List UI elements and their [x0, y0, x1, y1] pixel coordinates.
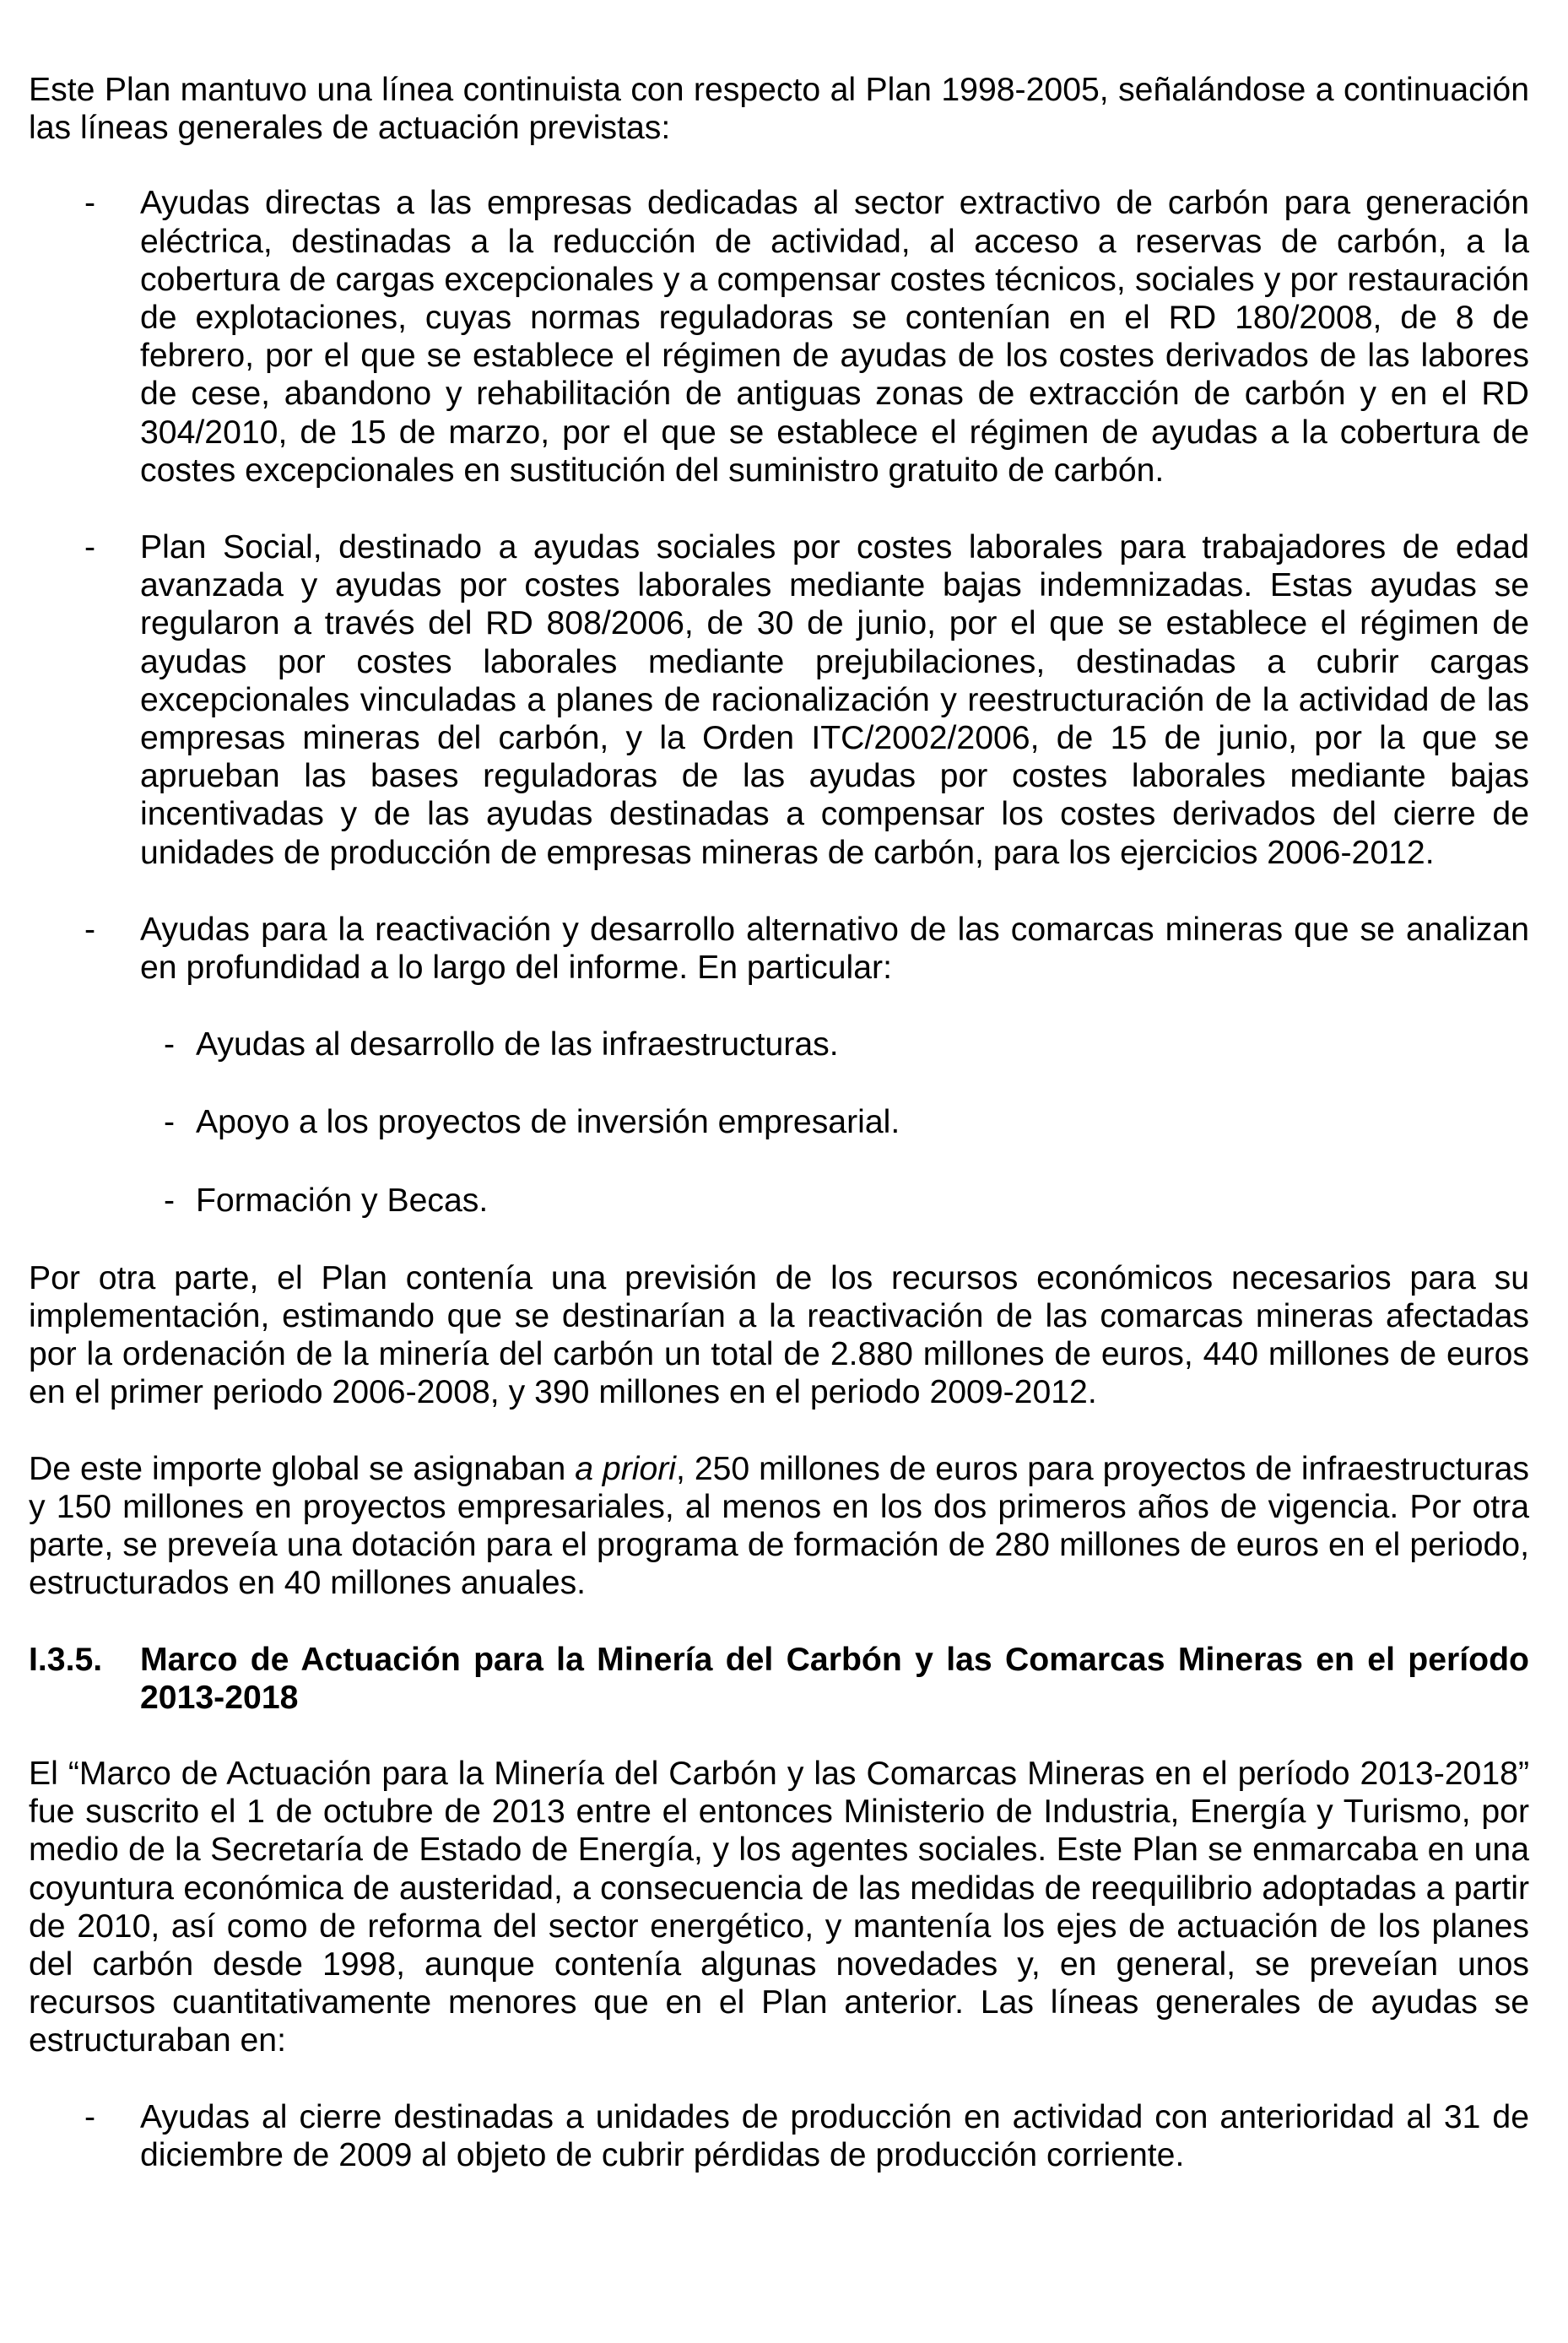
list-item-text: Plan Social, destinado a ayudas sociales por costes laborales para trabajadores de edad avanzada y ayudas por costes laborales mediante bajas indemnizadas. Estas ayudas se regularon a través del RD 808/2006, de 30 de junio, por el que se establece el régimen de ayudas por costes laborales mediante prejubilaciones, destinadas a cubrir cargas excepcionales vinculadas a planes de racionalización y reestructuración de la actividad de las empresas mineras del carbón, y la Orden ITC/2002/2006, de 15 de junio, por la que se aprueban las bases reguladoras de las ayudas por costes laborales mediante bajas incentivadas y de las ayudas destinadas a compensar los costes derivados del cierre de unidades de producción de empresas mineras de carbón, para los ejercicios 2006-2012.	[140, 529, 1529, 871]
sub-list-item	[140, 1025, 1529, 1063]
list-item	[29, 911, 1529, 987]
marco-paragraph: El “Marco de Actuación para la Minería del Carbón y las Comarcas Mineras en el período 2013-2018” fue suscrito el 1 de octubre de 2013 entre el entonces Ministerio de Industria, Energía y Turismo, por medio de la Secretaría de Estado de Energía, y los agentes sociales. Este Plan se enmarcaba en una coyuntura económica de austeridad, a consecuencia de las medidas de reequilibrio adoptadas a partir de 2010, así como de reforma del sector energético, y mantenía los ejes de actuación de los planes del carbón desde 1998, aunque contenía algunas novedades y, en general, se preveían unos recursos cuantitativamente menores que en el Plan anterior. Las líneas generales de ayudas se estructuraban en:	[29, 1755, 1529, 2059]
intro-paragraph: Este Plan mantuvo una línea continuista con respecto al Plan 1998-2005, señalándose a continuación las líneas generales de actuación previstas:	[29, 72, 1529, 147]
list-item	[29, 2098, 1529, 2174]
section-heading	[29, 1641, 1529, 1717]
list-dash: -	[84, 2098, 96, 2135]
sub-list-item-text: Apoyo a los proyectos de inversión empresarial.	[196, 1104, 900, 1141]
importe-paragraph	[29, 1450, 1529, 1603]
sub-list-item	[140, 1182, 1529, 1220]
list-item-text: Ayudas directas a las empresas dedicadas al sector extractivo de carbón para generación eléctrica, destinadas a la reducción de actividad, al acceso a reservas de carbón, a la cobertura de cargas excepcionales y a compensar costes técnicos, sociales y por restauración de explotaciones, cuyas normas reguladoras se contenían en el RD 180/2008, de 8 de febrero, por el que se establece el régimen de ayudas de los costes derivados de las labores de cese, abandono y rehabilitación de antiguas zonas de extracción de carbón y en el RD 304/2010, de 15 de marzo, por el que se establece el régimen de ayudas a la cobertura de costes excepcionales en sustitución del suministro gratuito de carbón.	[140, 185, 1529, 489]
list-item	[29, 528, 1529, 872]
sub-list-item-text: Ayudas al desarrollo de las infraestructuras.	[196, 1026, 839, 1063]
list-dash: -	[164, 1104, 176, 1141]
list-dash: -	[84, 185, 96, 222]
list-dash: -	[84, 529, 96, 566]
section-number: I.3.5.	[29, 1641, 103, 1678]
sub-list-item	[140, 1103, 1529, 1141]
list-item	[29, 184, 1529, 490]
importe-text-before: De este importe global se asignaban	[29, 1450, 576, 1487]
list-dash: -	[164, 1026, 176, 1063]
bullet-list-2	[29, 2098, 1529, 2174]
importe-italic-text: a priori	[575, 1450, 677, 1487]
recursos-paragraph: Por otra parte, el Plan contenía una previsión de los recursos económicos necesarios para su implementación, estimando que se destinarían a la reactivación de las comarcas mineras afectadas por la ordenación de la minería del carbón un total de 2.880 millones de euros, 440 millones de euros en el primer periodo 2006-2008, y 390 millones en el periodo 2009-2012.	[29, 1259, 1529, 1411]
list-dash: -	[164, 1182, 176, 1219]
importe-text-after: , 250 millones de euros para proyectos de infraestructuras y 150 millones en proyectos empresariales, al menos en los dos primeros años de vigencia. Por otra parte, se preveía una dotación para el programa de formación de 280 millones de euros en el periodo, estructurados en 40 millones anuales.	[29, 1450, 1529, 1602]
list-dash: -	[84, 911, 96, 948]
list-item-text: Ayudas al cierre destinadas a unidades de producción en actividad con anterioridad al 31 de diciembre de 2009 al objeto de cubrir pérdidas de producción corriente.	[140, 2098, 1529, 2173]
list-item-text: Ayudas para la reactivación y desarrollo alternativo de las comarcas mineras que se analizan en profundidad a lo largo del informe. En particular:	[140, 911, 1529, 987]
sub-list-item-text: Formación y Becas.	[196, 1182, 489, 1219]
bullet-list-1	[29, 184, 1529, 987]
section-title: Marco de Actuación para la Minería del Carbón y las Comarcas Mineras en el período 2013-2018	[140, 1641, 1529, 1716]
sub-bullet-list	[29, 1025, 1529, 1220]
